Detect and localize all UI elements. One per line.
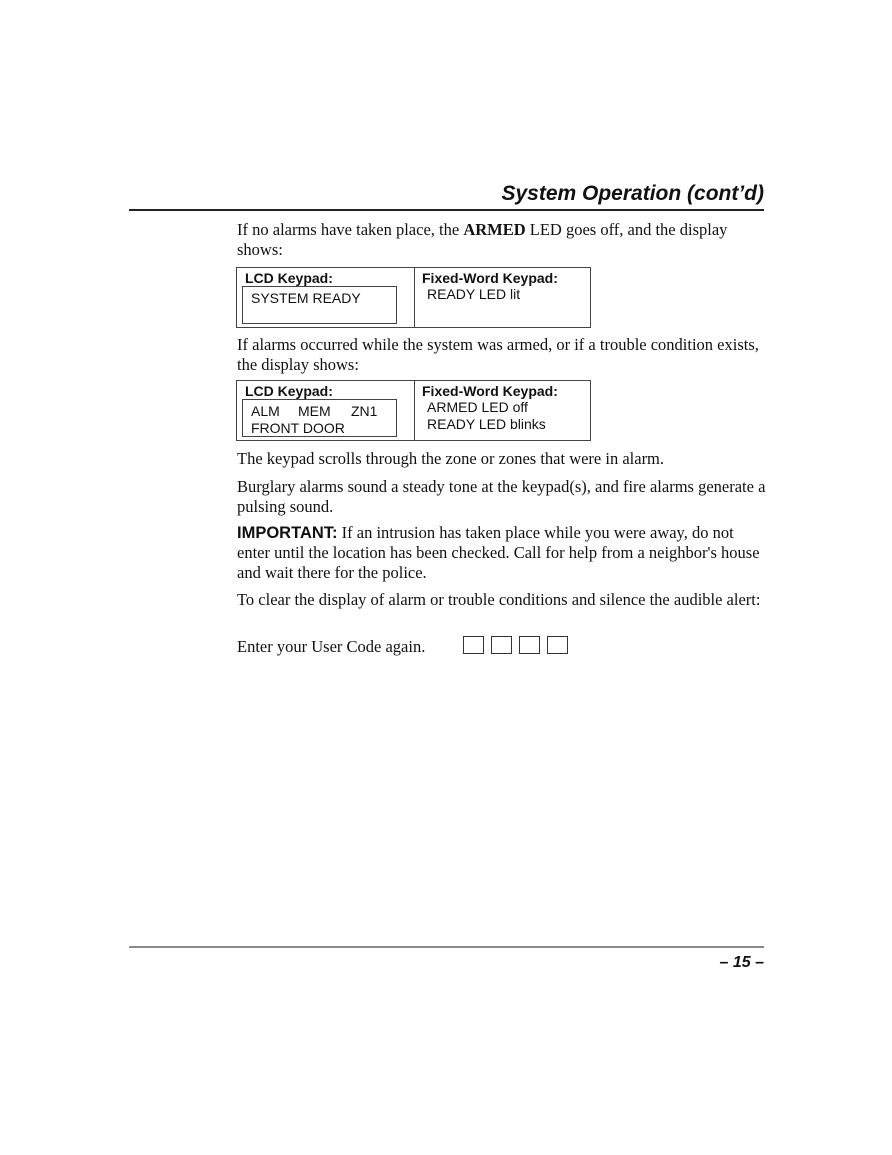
lcd-keypad-label: LCD Keypad: bbox=[245, 270, 333, 286]
fixed-word-line: READY LED lit bbox=[427, 286, 521, 302]
armed-emphasis: ARMED bbox=[463, 220, 526, 239]
lcd-line: FRONT DOOR bbox=[251, 420, 345, 436]
page-number: – 15 – bbox=[719, 954, 764, 971]
header-divider bbox=[129, 209, 764, 211]
text-segment: If an intrusion has taken place while you were away, do not enter until the location has been checked. Call for help from a neighbor's house and wait there for the police. bbox=[237, 523, 760, 582]
lcd-line: SYSTEM READY bbox=[251, 290, 361, 306]
code-digit-box bbox=[463, 636, 484, 654]
lcd-keypad-label: LCD Keypad: bbox=[245, 383, 333, 399]
fixed-word-status bbox=[427, 399, 546, 433]
paragraph-enter-code: Enter your User Code again. bbox=[237, 637, 426, 656]
lcd-word: ALM bbox=[251, 403, 280, 419]
lcd-display bbox=[242, 399, 397, 437]
code-digit-box bbox=[491, 636, 512, 654]
text-segment: LED goes off, and the display shows: bbox=[237, 220, 728, 259]
code-digit-box bbox=[519, 636, 540, 654]
lcd-word: MEM bbox=[298, 403, 331, 419]
fixed-word-status bbox=[427, 286, 520, 303]
keypad-table-ready bbox=[236, 267, 591, 328]
paragraph-alarms-occurred: If alarms occurred while the system was armed, or if a trouble condition exists, the display shows: bbox=[237, 335, 759, 374]
lcd-word: ZN1 bbox=[351, 403, 378, 419]
code-digit-box bbox=[547, 636, 568, 654]
page-section-title: System Operation (cont’d) bbox=[501, 182, 764, 205]
keypad-table-alarm bbox=[236, 380, 591, 441]
paragraph-clear-display: To clear the display of alarm or trouble conditions and silence the audible alert: bbox=[237, 590, 761, 609]
paragraph-burglary-alarms: Burglary alarms sound a steady tone at the keypad(s), and fire alarms generate a pulsing sound. bbox=[237, 477, 766, 516]
paragraph-no-alarms bbox=[237, 220, 767, 260]
footer-divider bbox=[129, 946, 764, 948]
fixed-word-line: READY LED blinks bbox=[427, 416, 546, 432]
fixed-word-keypad-label: Fixed-Word Keypad: bbox=[422, 383, 558, 399]
important-label: IMPORTANT: bbox=[237, 524, 338, 542]
paragraph-important bbox=[237, 523, 767, 583]
fixed-word-line: ARMED LED off bbox=[427, 399, 528, 415]
lcd-line bbox=[251, 403, 396, 420]
table-divider bbox=[414, 381, 415, 440]
table-divider bbox=[414, 268, 415, 327]
text-segment: If no alarms have taken place, the bbox=[237, 220, 464, 239]
fixed-word-keypad-label: Fixed-Word Keypad: bbox=[422, 270, 558, 286]
paragraph-keypad-scrolls: The keypad scrolls through the zone or zones that were in alarm. bbox=[237, 449, 665, 468]
lcd-display bbox=[242, 286, 397, 324]
